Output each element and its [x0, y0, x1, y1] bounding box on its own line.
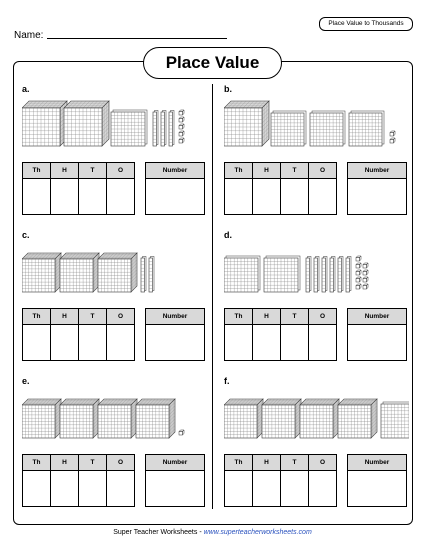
base-ten-blocks [22, 244, 207, 294]
number-box [347, 308, 407, 361]
ones-unit [356, 284, 361, 289]
ones-unit [390, 138, 395, 143]
place-value-header: H [51, 309, 79, 325]
place-value-answer-cell[interactable] [51, 179, 79, 215]
place-value-answer-cell[interactable] [309, 325, 337, 361]
place-value-chart [22, 308, 135, 361]
place-value-header: Th [23, 163, 51, 179]
thousands-cube [262, 399, 301, 438]
tens-rod [314, 257, 319, 293]
place-value-header: O [309, 163, 337, 179]
thousands-cube [60, 399, 99, 438]
ones-unit [363, 277, 368, 282]
problem-label: f. [224, 376, 230, 386]
ones-unit [356, 270, 361, 275]
number-box [347, 454, 407, 507]
place-value-answer-cell[interactable] [107, 471, 135, 507]
tens-rod [322, 257, 327, 293]
place-value-header: H [253, 163, 281, 179]
number-header: Number [348, 455, 407, 471]
place-value-header: H [253, 455, 281, 471]
footer [0, 529, 425, 536]
place-value-answer-cell[interactable] [253, 471, 281, 507]
name-rule [47, 38, 227, 39]
tens-rod [306, 257, 311, 293]
number-box [145, 308, 205, 361]
ones-unit [356, 277, 361, 282]
page-title: Place Value [143, 47, 282, 79]
place-value-answer-cell[interactable] [253, 179, 281, 215]
thousands-cube [22, 253, 61, 292]
place-value-header: H [253, 309, 281, 325]
hundreds-flat [271, 111, 306, 146]
problem-e [22, 376, 207, 516]
number-answer-cell[interactable] [348, 179, 407, 215]
place-value-answer-cell[interactable] [253, 325, 281, 361]
ones-unit [363, 284, 368, 289]
place-value-answer-cell[interactable] [309, 471, 337, 507]
hundreds-flat [349, 111, 384, 146]
place-value-answer-cell[interactable] [107, 179, 135, 215]
ones-unit [390, 131, 395, 136]
tens-rod [161, 111, 166, 147]
place-value-answer-cell[interactable] [79, 325, 107, 361]
place-value-answer-cell[interactable] [225, 471, 253, 507]
place-value-header: H [51, 163, 79, 179]
ones-unit [356, 256, 361, 261]
thousands-cube [60, 253, 99, 292]
place-value-answer-cell[interactable] [225, 325, 253, 361]
number-header: Number [348, 163, 407, 179]
place-value-header: Th [225, 163, 253, 179]
problem-label: e. [22, 376, 30, 386]
ones-unit [179, 124, 184, 129]
thousands-cube [22, 101, 67, 146]
ones-unit [179, 131, 184, 136]
number-header: Number [146, 309, 205, 325]
place-value-chart [224, 308, 337, 361]
thousands-cube [64, 101, 109, 146]
place-value-header: O [107, 455, 135, 471]
hundreds-flat [381, 402, 409, 438]
number-answer-cell[interactable] [146, 325, 205, 361]
hundreds-flat [310, 111, 345, 146]
place-value-answer-cell[interactable] [51, 471, 79, 507]
topic-tag: Place Value to Thousands [319, 17, 413, 31]
place-value-answer-cell[interactable] [23, 325, 51, 361]
place-value-chart [224, 454, 337, 507]
ones-unit [179, 138, 184, 143]
tens-rod [330, 257, 335, 293]
place-value-answer-cell[interactable] [107, 325, 135, 361]
place-value-header: O [309, 309, 337, 325]
problem-c [22, 230, 207, 370]
place-value-answer-cell[interactable] [79, 471, 107, 507]
problem-label: d. [224, 230, 232, 240]
number-box [347, 162, 407, 215]
thousands-cube [98, 253, 137, 292]
problem-f [224, 376, 409, 516]
number-answer-cell[interactable] [146, 471, 205, 507]
base-ten-blocks [224, 98, 409, 148]
hundreds-flat [111, 110, 147, 146]
footer-brand: Super Teacher Worksheets [113, 529, 198, 536]
place-value-answer-cell[interactable] [225, 179, 253, 215]
problem-d [224, 230, 409, 370]
column-divider [212, 84, 213, 509]
ones-unit [179, 110, 184, 115]
place-value-header: O [107, 309, 135, 325]
number-header: Number [348, 309, 407, 325]
ones-unit [179, 430, 184, 435]
tens-rod [141, 257, 146, 293]
ones-unit [363, 270, 368, 275]
hundreds-flat [224, 256, 260, 292]
tens-rod [169, 111, 174, 147]
problem-a [22, 84, 207, 224]
name-field[interactable] [14, 30, 227, 41]
tens-rod [153, 111, 158, 147]
place-value-answer-cell[interactable] [281, 325, 309, 361]
place-value-answer-cell[interactable] [23, 179, 51, 215]
place-value-header: T [79, 455, 107, 471]
place-value-chart [224, 162, 337, 215]
place-value-answer-cell[interactable] [51, 325, 79, 361]
place-value-header: H [51, 455, 79, 471]
thousands-cube [338, 399, 377, 438]
place-value-chart [22, 454, 135, 507]
thousands-cube [98, 399, 137, 438]
place-value-answer-cell[interactable] [281, 179, 309, 215]
number-answer-cell[interactable] [348, 471, 407, 507]
problem-label: a. [22, 84, 30, 94]
thousands-cube [22, 399, 61, 438]
place-value-header: T [281, 163, 309, 179]
place-value-header: O [107, 163, 135, 179]
thousands-cube [300, 399, 339, 438]
place-value-header: O [309, 455, 337, 471]
ones-unit [179, 117, 184, 122]
place-value-chart [22, 162, 135, 215]
place-value-answer-cell[interactable] [23, 471, 51, 507]
number-header: Number [146, 455, 205, 471]
place-value-answer-cell[interactable] [281, 471, 309, 507]
tens-rod [149, 257, 154, 293]
tens-rod [338, 257, 343, 293]
footer-separator: - [197, 529, 204, 536]
place-value-answer-cell[interactable] [79, 179, 107, 215]
base-ten-blocks [224, 244, 409, 294]
problem-label: c. [22, 230, 30, 240]
base-ten-blocks [22, 390, 207, 440]
ones-unit [356, 263, 361, 268]
place-value-answer-cell[interactable] [309, 179, 337, 215]
number-answer-cell[interactable] [146, 179, 205, 215]
footer-url[interactable]: www.superteacherworksheets.com [203, 529, 312, 536]
number-box [145, 162, 205, 215]
problem-label: b. [224, 84, 232, 94]
base-ten-blocks [224, 390, 409, 440]
place-value-header: T [281, 309, 309, 325]
number-header: Number [146, 163, 205, 179]
place-value-header: T [281, 455, 309, 471]
place-value-header: T [79, 309, 107, 325]
thousands-cube [136, 399, 175, 438]
name-label: Name: [14, 30, 44, 41]
place-value-header: Th [23, 309, 51, 325]
hundreds-flat [264, 256, 300, 292]
number-box [145, 454, 205, 507]
base-ten-blocks [22, 98, 207, 148]
place-value-header: Th [225, 309, 253, 325]
thousands-cube [224, 101, 269, 146]
place-value-header: T [79, 163, 107, 179]
place-value-header: Th [225, 455, 253, 471]
thousands-cube [224, 399, 263, 438]
ones-unit [363, 263, 368, 268]
tens-rod [346, 257, 351, 293]
number-answer-cell[interactable] [348, 325, 407, 361]
problem-b [224, 84, 409, 224]
place-value-header: Th [23, 455, 51, 471]
